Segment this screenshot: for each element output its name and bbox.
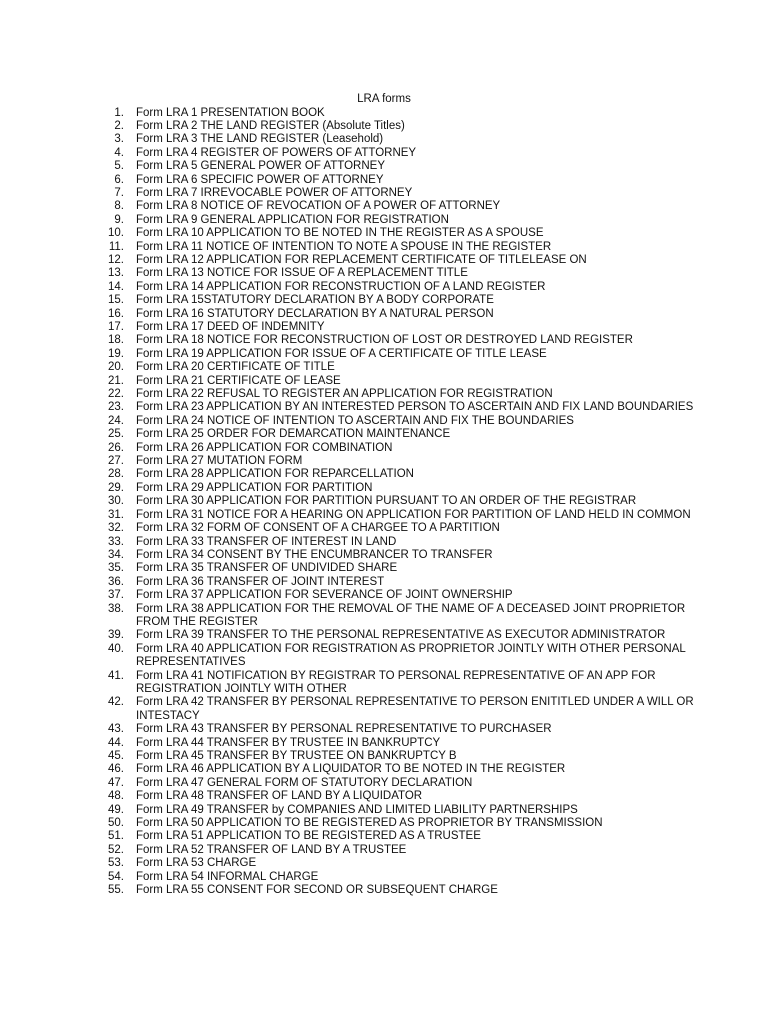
list-item xyxy=(0,536,768,549)
list-item-number: 28. xyxy=(108,468,124,481)
list-item-text: Form LRA 30 APPLICATION FOR PARTITION PURSUANT TO AN ORDER OF THE REGISTRAR xyxy=(136,495,637,508)
list-item xyxy=(0,495,768,508)
list-item xyxy=(0,321,768,334)
list-item-number: 39. xyxy=(108,629,124,642)
list-item xyxy=(0,308,768,321)
list-item xyxy=(0,468,768,481)
list-item xyxy=(0,187,768,200)
list-item-text: Form LRA 24 NOTICE OF INTENTION TO ASCERTAIN AND FIX THE BOUNDARIES xyxy=(136,414,574,427)
list-item-number: 10. xyxy=(108,227,124,240)
list-item-text: Form LRA 52 TRANSFER OF LAND BY A TRUSTEE xyxy=(136,843,407,856)
list-item-number: 12. xyxy=(108,253,124,266)
list-item-number: 55. xyxy=(108,884,124,897)
list-item-number: 22. xyxy=(108,388,124,401)
list-item-number: 15. xyxy=(108,294,124,307)
list-item-text: Form LRA 38 APPLICATION FOR THE REMOVAL OF THE NAME OF A DECEASED JOINT PROPRIETOR FROM THE REGISTER xyxy=(136,602,686,628)
list-item xyxy=(0,763,768,776)
list-item-number: 25. xyxy=(108,428,124,441)
list-item-text: Form LRA 40 APPLICATION FOR REGISTRATION AS PROPRIETOR JOINTLY WITH OTHER PERSONAL REPRESENTATIVES xyxy=(136,642,686,669)
list-item xyxy=(0,294,768,307)
list-item-number: 33. xyxy=(108,535,124,548)
list-item xyxy=(0,133,768,146)
list-item-number: 1. xyxy=(114,106,124,119)
list-item-number: 27. xyxy=(108,455,124,468)
list-item-number: 21. xyxy=(108,374,124,387)
list-item-number: 9. xyxy=(114,213,124,226)
list-item xyxy=(0,281,768,294)
list-item-text: Form LRA 53 CHARGE xyxy=(136,857,257,870)
list-item-text: Form LRA 27 MUTATION FORM xyxy=(136,455,303,468)
list-item-text: Form LRA 41 NOTIFICATION BY REGISTRAR TO PERSONAL REPRESENTATIVE OF AN APP FOR REGISTRATION JOINTLY WITH OTHER xyxy=(136,669,656,695)
list-item-text: Form LRA 19 APPLICATION FOR ISSUE OF A CERTIFICATE OF TITLE LEASE xyxy=(136,347,547,360)
list-item-text: Form LRA 21 CERTIFICATE OF LEASE xyxy=(136,374,341,387)
list-item xyxy=(0,750,768,763)
list-item-text: Form LRA 11 NOTICE OF INTENTION TO NOTE A SPOUSE IN THE REGISTER xyxy=(136,240,552,253)
list-item-text: Form LRA 37 APPLICATION FOR SEVERANCE OF JOINT OWNERSHIP xyxy=(136,589,513,602)
list-item-number: 13. xyxy=(108,267,124,280)
list-item-text: Form LRA 49 TRANSFER by COMPANIES AND LIMITED LIABILITY PARTNERSHIPS xyxy=(136,803,578,816)
list-item-number: 51. xyxy=(108,830,124,843)
list-item-number: 16. xyxy=(108,307,124,320)
list-item-number: 5. xyxy=(114,160,124,173)
list-item xyxy=(0,174,768,187)
list-item-number: 29. xyxy=(108,481,124,494)
list-item xyxy=(0,576,768,589)
list-item xyxy=(0,348,768,361)
list-item xyxy=(0,549,768,562)
list-item-text: Form LRA 44 TRANSFER BY TRUSTEE IN BANKRUPTCY xyxy=(136,736,441,749)
list-item xyxy=(0,200,768,213)
list-item-text: Form LRA 36 TRANSFER OF JOINT INTEREST xyxy=(136,575,385,588)
list-item-number: 18. xyxy=(108,334,124,347)
list-item-number: 7. xyxy=(114,186,124,199)
list-item-text: Form LRA 22 REFUSAL TO REGISTER AN APPLICATION FOR REGISTRATION xyxy=(136,388,553,401)
list-item-number: 3. xyxy=(114,133,124,146)
list-item-number: 47. xyxy=(108,776,124,789)
list-item-text: Form LRA 16 STATUTORY DECLARATION BY A NATURAL PERSON xyxy=(136,307,494,320)
list-item-text: Form LRA 4 REGISTER OF POWERS OF ATTORNEY xyxy=(136,146,417,159)
list-item xyxy=(0,388,768,401)
list-item-number: 45. xyxy=(108,750,124,762)
list-item xyxy=(0,227,768,240)
list-item xyxy=(0,696,768,723)
list-item-number: 2. xyxy=(114,119,124,132)
list-item xyxy=(0,670,768,697)
list-item-text: Form LRA 29 APPLICATION FOR PARTITION xyxy=(136,481,373,494)
list-item-number: 6. xyxy=(114,173,124,186)
list-item-text: Form LRA 32 FORM OF CONSENT OF A CHARGEE TO A PARTITION xyxy=(136,522,500,535)
list-item-text: Form LRA 17 DEED OF INDEMNITY xyxy=(136,321,325,333)
list-item-number: 54. xyxy=(108,870,124,883)
list-item-number: 42. xyxy=(108,696,124,709)
list-item xyxy=(0,375,768,388)
list-item xyxy=(0,509,768,522)
list-item xyxy=(0,817,768,830)
list-item xyxy=(0,844,768,857)
list-item-text: Form LRA 39 TRANSFER TO THE PERSONAL REPRESENTATIVE AS EXECUTOR ADMINISTRATOR xyxy=(136,629,666,642)
list-item xyxy=(0,254,768,267)
list-item-text: Form LRA 10 APPLICATION TO BE NOTED IN THE REGISTER AS A SPOUSE xyxy=(136,227,544,240)
list-item-number: 38. xyxy=(108,602,124,615)
list-item xyxy=(0,643,768,670)
list-item-text: Form LRA 12 APPLICATION FOR REPLACEMENT CERTIFICATE OF TITLELEASE ON xyxy=(136,253,587,266)
list-item xyxy=(0,562,768,575)
list-item-number: 32. xyxy=(108,522,124,535)
list-item-text: Form LRA 43 TRANSFER BY PERSONAL REPRESENTATIVE TO PURCHASER xyxy=(136,723,552,736)
list-item-text: Form LRA 5 GENERAL POWER OF ATTORNEY xyxy=(136,160,386,173)
list-item-number: 36. xyxy=(108,575,124,588)
list-item-number: 20. xyxy=(108,361,124,374)
list-item-number: 48. xyxy=(108,790,124,803)
list-item-number: 31. xyxy=(108,508,124,521)
list-item xyxy=(0,107,768,120)
list-item xyxy=(0,723,768,736)
list-item-number: 23. xyxy=(108,401,124,414)
list-item-text: Form LRA 33 TRANSFER OF INTEREST IN LAND xyxy=(136,535,397,548)
list-item-text: Form LRA 51 APPLICATION TO BE REGISTERED AS A TRUSTEE xyxy=(136,830,481,843)
list-item-text: Form LRA 8 NOTICE OF REVOCATION OF A POWER OF ATTORNEY xyxy=(136,200,501,213)
list-item-number: 53. xyxy=(108,857,124,870)
list-item-text: Form LRA 47 GENERAL FORM OF STATUTORY DECLARATION xyxy=(136,776,473,789)
list-item-text: Form LRA 15STATUTORY DECLARATION BY A BODY CORPORATE xyxy=(136,294,494,307)
list-item xyxy=(0,455,768,468)
list-item-text: Form LRA 14 APPLICATION FOR RECONSTRUCTION OF A LAND REGISTER xyxy=(136,280,546,293)
list-item-text: Form LRA 35 TRANSFER OF UNDIVIDED SHARE xyxy=(136,562,398,575)
list-item xyxy=(0,415,768,428)
list-item-text: Form LRA 26 APPLICATION FOR COMBINATION xyxy=(136,441,393,454)
list-item-number: 44. xyxy=(108,736,124,749)
list-item-number: 24. xyxy=(108,414,124,427)
list-item xyxy=(0,522,768,535)
list-item xyxy=(0,160,768,173)
list-item-text: Form LRA 18 NOTICE FOR RECONSTRUCTION OF LOST OR DESTROYED LAND REGISTER xyxy=(136,334,633,347)
list-item-text: Form LRA 46 APPLICATION BY A LIQUIDATOR TO BE NOTED IN THE REGISTER xyxy=(136,763,566,776)
list-item xyxy=(0,120,768,133)
list-item xyxy=(0,241,768,254)
list-item xyxy=(0,214,768,227)
list-item-number: 50. xyxy=(108,817,124,830)
list-item xyxy=(0,482,768,495)
list-item-text: Form LRA 2 THE LAND REGISTER (Absolute Titles) xyxy=(136,119,405,132)
list-item-text: Form LRA 50 APPLICATION TO BE REGISTERED AS PROPRIETOR BY TRANSMISSION xyxy=(136,817,603,830)
list-item-text: Form LRA 7 IRREVOCABLE POWER OF ATTORNEY xyxy=(136,186,413,199)
list-item-number: 8. xyxy=(114,200,124,213)
list-item xyxy=(0,428,768,441)
list-item xyxy=(0,871,768,884)
list-item xyxy=(0,267,768,280)
list-item-number: 40. xyxy=(108,642,124,655)
list-item-text: Form LRA 54 INFORMAL CHARGE xyxy=(136,870,319,883)
list-item-number: 46. xyxy=(108,763,124,776)
list-item-number: 43. xyxy=(108,723,124,736)
list-item-number: 49. xyxy=(108,803,124,816)
document-title: LRA forms xyxy=(357,93,411,105)
list-item-text: Form LRA 45 TRANSFER BY TRUSTEE ON BANKRUPTCY B xyxy=(136,750,457,762)
list-item-text: Form LRA 25 ORDER FOR DEMARCATION MAINTENANCE xyxy=(136,428,451,441)
list-item-number: 4. xyxy=(114,146,124,159)
list-item xyxy=(0,830,768,843)
list-item-text: Form LRA 13 NOTICE FOR ISSUE OF A REPLACEMENT TITLE xyxy=(136,267,468,280)
list-item-number: 30. xyxy=(108,495,124,508)
list-item xyxy=(0,361,768,374)
forms-list xyxy=(0,107,768,898)
list-item-text: Form LRA 48 TRANSFER OF LAND BY A LIQUIDATOR xyxy=(136,790,423,803)
list-item-number: 37. xyxy=(108,589,124,602)
list-item-text: Form LRA 20 CERTIFICATE OF TITLE xyxy=(136,361,335,374)
list-item-text: Form LRA 42 TRANSFER BY PERSONAL REPRESENTATIVE TO PERSON ENITITLED UNDER A WILL OR INTESTACY xyxy=(136,696,694,722)
list-item-number: 19. xyxy=(108,347,124,360)
list-item-number: 14. xyxy=(108,280,124,293)
list-item-text: Form LRA 1 PRESENTATION BOOK xyxy=(136,106,325,119)
list-item-number: 35. xyxy=(108,562,124,575)
list-item-text: Form LRA 31 NOTICE FOR A HEARING ON APPLICATION FOR PARTITION OF LAND HELD IN COMMON xyxy=(136,508,691,521)
list-item xyxy=(0,603,768,630)
list-item xyxy=(0,737,768,750)
list-item xyxy=(0,790,768,803)
list-item xyxy=(0,629,768,642)
list-item-text: Form LRA 34 CONSENT BY THE ENCUMBRANCER TO TRANSFER xyxy=(136,548,493,561)
list-item xyxy=(0,804,768,817)
list-item xyxy=(0,442,768,455)
list-item xyxy=(0,884,768,897)
list-item-number: 17. xyxy=(108,321,124,333)
list-item xyxy=(0,401,768,414)
list-item-text: Form LRA 6 SPECIFIC POWER OF ATTORNEY xyxy=(136,173,384,186)
list-item-number: 41. xyxy=(108,669,124,682)
list-item-text: Form LRA 55 CONSENT FOR SECOND OR SUBSEQUENT CHARGE xyxy=(136,884,498,897)
list-item-number: 26. xyxy=(108,441,124,454)
list-item-text: Form LRA 3 THE LAND REGISTER (Leasehold) xyxy=(136,133,384,146)
list-item-text: Form LRA 23 APPLICATION BY AN INTERESTED PERSON TO ASCERTAIN AND FIX LAND BOUNDARIES xyxy=(136,401,694,414)
list-item-number: 11. xyxy=(108,240,124,253)
list-item xyxy=(0,589,768,602)
list-item xyxy=(0,147,768,160)
list-item xyxy=(0,334,768,347)
list-item xyxy=(0,857,768,870)
list-item xyxy=(0,777,768,790)
list-item-text: Form LRA 28 APPLICATION FOR REPARCELLATION xyxy=(136,468,414,481)
list-item-number: 52. xyxy=(108,843,124,856)
list-item-text: Form LRA 9 GENERAL APPLICATION FOR REGISTRATION xyxy=(136,213,449,226)
list-item-number: 34. xyxy=(108,548,124,561)
